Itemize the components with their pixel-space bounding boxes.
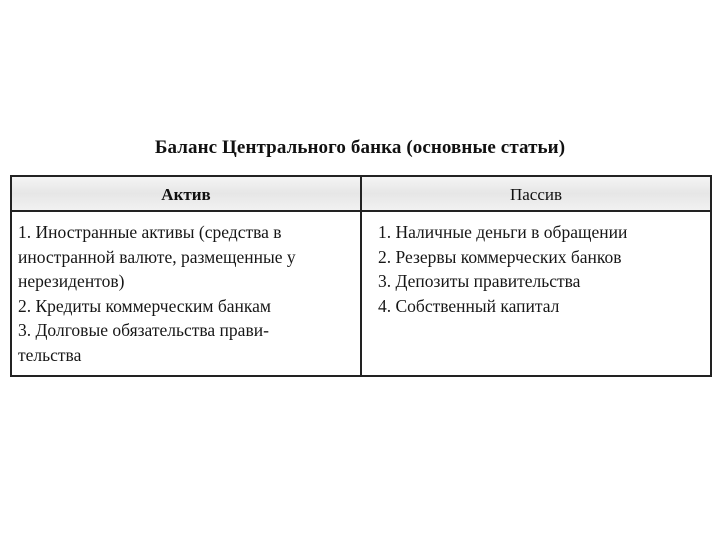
column-divider	[360, 177, 362, 375]
liabilities-item: 2. Резервы коммерческих банков	[378, 246, 622, 267]
liabilities-item: 4. Собственный капитал	[378, 295, 560, 316]
assets-cell	[18, 220, 354, 367]
assets-line: 3. Долговые обязательства прави-	[18, 320, 269, 340]
balance-table	[10, 175, 712, 377]
liabilities-cell	[378, 220, 708, 318]
header-assets: Актив	[161, 185, 211, 204]
assets-line: нерезидентов)	[18, 271, 125, 291]
assets-line: тельства	[18, 344, 82, 365]
assets-line: 1. Иностранные активы (средства в	[18, 222, 282, 242]
assets-line: иностранной валюте, размещенные у	[18, 246, 296, 267]
assets-line: 2. Кредиты коммерческим банкам	[18, 295, 271, 316]
liabilities-item: 3. Депозиты правительства	[378, 271, 581, 291]
document-title: Баланс Центрального банка (основные статьи)	[154, 137, 566, 158]
header-liabilities: Пассив	[509, 185, 563, 204]
liabilities-item: 1. Наличные деньги в обращении	[378, 222, 628, 242]
